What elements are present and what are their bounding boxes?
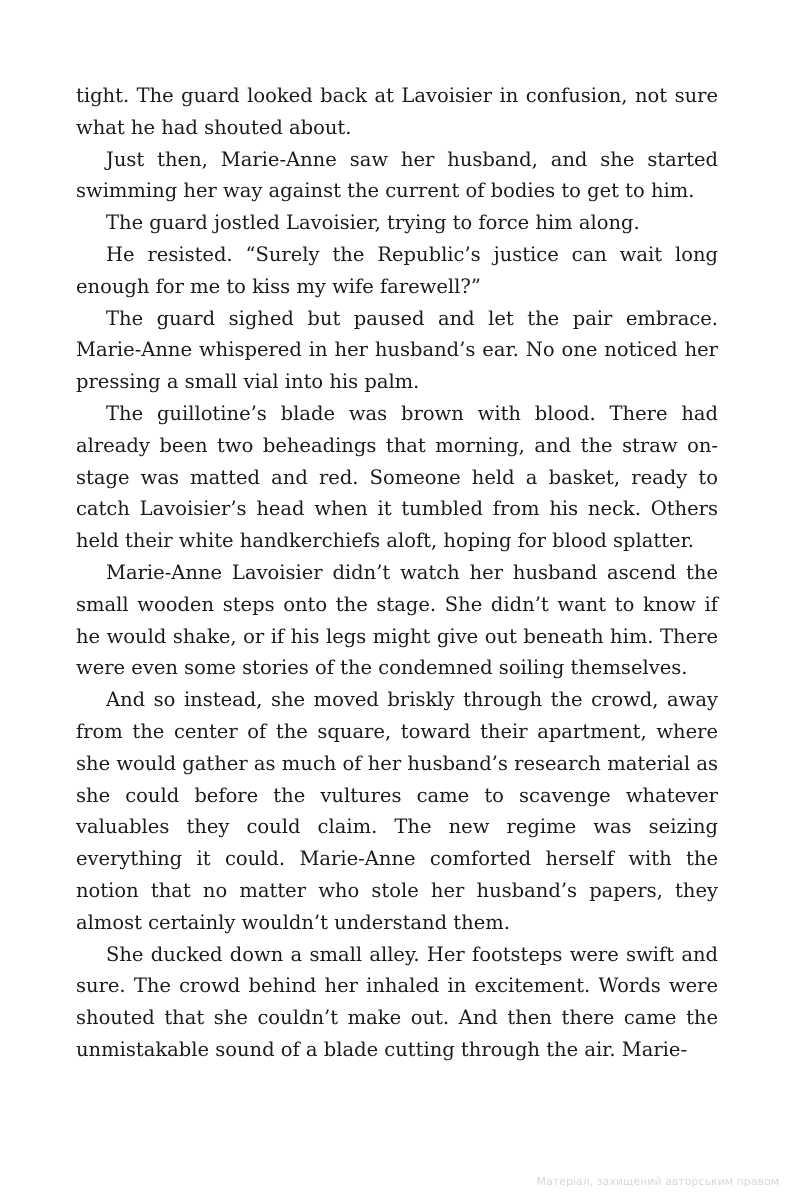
paragraph-7: Marie-Anne Lavoisier didn’t watch her husband ascend the small wooden steps onto the stage. She didn’t want to know if he would shake, or if his legs might give out beneath him. There were even some stories of the condemned soiling themselves. bbox=[76, 560, 718, 680]
paragraph-4: He resisted. “Surely the Republic’s justice can wait long enough for me to kiss my wife farewell?” bbox=[76, 242, 718, 298]
paragraph-6: The guillotine’s blade was brown with blood. There had already been two beheadings that morning, and the straw on-stage was matted and red. Someone held a basket, ready to catch Lavoisier’s head when it tumbled from his neck. Others held their white handkerchiefs aloft, hoping for blood splatter. bbox=[76, 401, 718, 553]
copyright-watermark: Матеріал, захищений авторським правом bbox=[536, 1175, 779, 1188]
paragraph-8: And so instead, she moved briskly through the crowd, away from the center of the square, toward their apartment, where she would gather as much of her husband’s research material as she could before the vultures came to scavenge whatever valuables they could claim. The new regime was seizing everything it could. Marie-Anne comforted herself with the notion that no matter who stole her husband’s papers, they almost certainly wouldn’t understand them. bbox=[76, 688, 718, 934]
paragraph-2: Just then, Marie-Anne saw her husband, and she started swimming her way against the current of bodies to get to him. bbox=[76, 147, 718, 203]
paragraph-3: The guard jostled Lavoisier, trying to force him along. bbox=[106, 211, 640, 235]
paragraph-5: The guard sighed but paused and let the pair embrace. Marie-Anne whispered in her husband’s ear. No one noticed her pressing a small vial into his palm. bbox=[76, 306, 718, 394]
paragraph-1: tight. The guard looked back at Lavoisier in confusion, not sure what he had shouted about. bbox=[76, 84, 718, 139]
book-page bbox=[76, 80, 718, 1066]
paragraph-9: She ducked down a small alley. Her footsteps were swift and sure. The crowd behind her inhaled in excitement. Words were shouted that she couldn’t make out. And then there came the unmistakable sound of a blade cutting through the air. Marie- bbox=[76, 942, 718, 1061]
